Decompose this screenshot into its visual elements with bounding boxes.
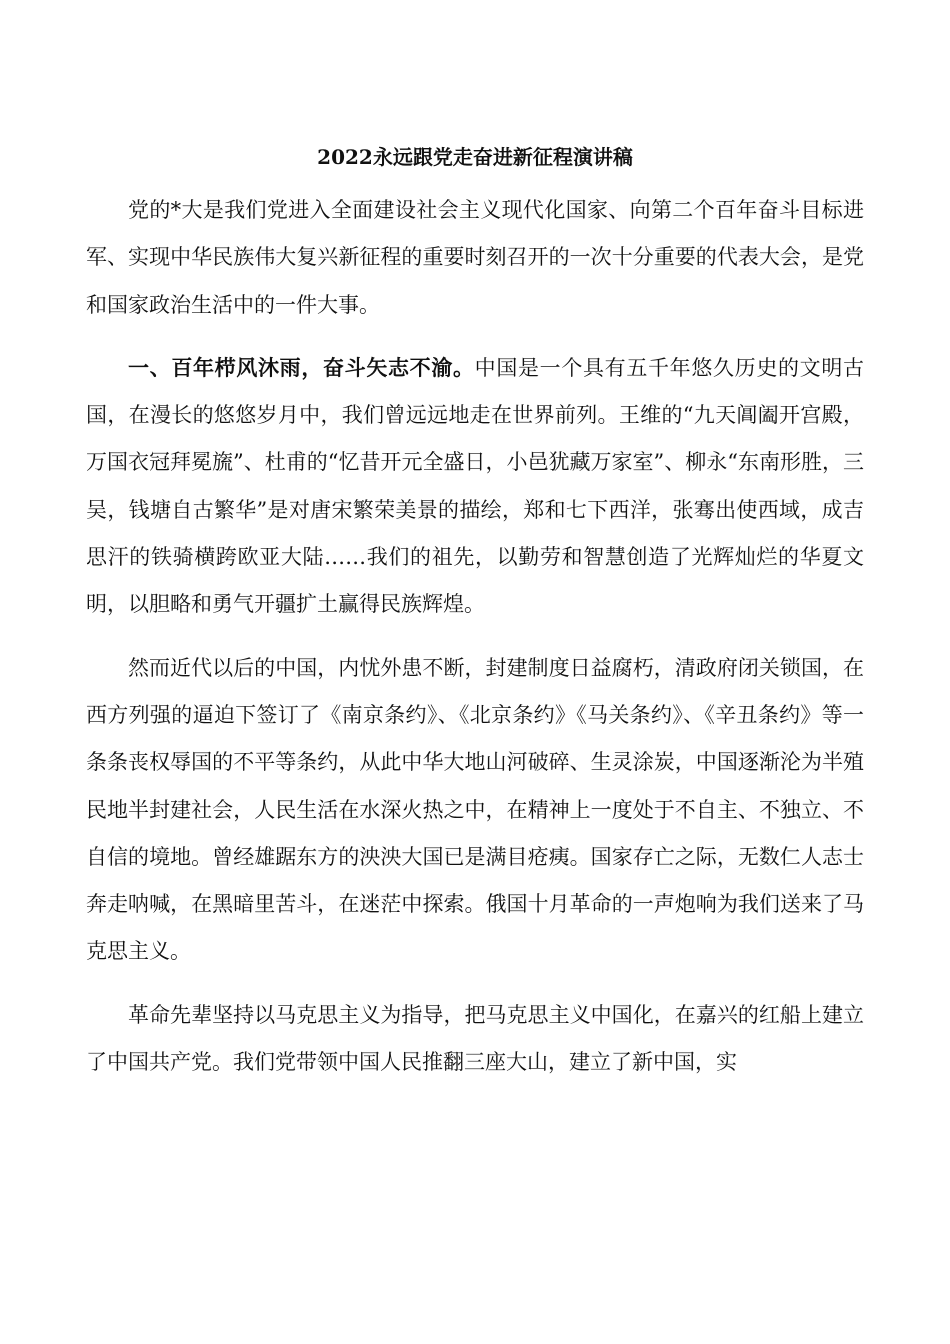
paragraph-revolution bbox=[86, 991, 864, 1087]
document-body bbox=[86, 186, 864, 1101]
paragraph-intro bbox=[86, 186, 864, 329]
paragraph-text: 然而近代以后的中国，内忧外患不断，封建制度日益腐朽，清政府闭关锁国，在西方列强的逼迫下签订了《南京条约》、《北京条约》《马关条约》、《辛丑条约》等一条条丧权辱国的不平等条约，从此中华大地山河破碎、生灵涂炭，中国逐渐沦为半殖民地半封建社会，人民生活在水深火热之中，在精神上一度处于不自主、不独立、不自信的境地。曾经雄踞东方的泱泱大国已是满目疮痍。国家存亡之际，无数仁人志士奔走呐喊，在黑暗里苦斗，在迷茫中探索。俄国十月革命的一声炮响为我们送来了马克思主义。 bbox=[86, 655, 864, 964]
section-heading: 一、百年栉风沐雨，奋斗矢志不渝。 bbox=[128, 354, 475, 380]
paragraph-text: 中国是一个具有五千年悠久历史的文明古国，在漫长的悠悠岁月中，我们曾远远地走在世界前列。王维的“九天阊阖开宫殿，万国衣冠拜冕旒”、杜甫的“忆昔开元全盛日，小邑犹藏万家室”、柳永“东南形胜，三吴，钱塘自古繁华”是对唐宋繁荣美景的描绘，郑和七下西洋，张骞出使西域，成吉思汗的铁骑横跨欧亚大陆……我们的祖先，以勤劳和智慧创造了光辉灿烂的华夏文明，以胆略和勇气开疆扩土赢得民族辉煌。 bbox=[86, 355, 865, 617]
paragraph-text: 党的*大是我们党进入全面建设社会主义现代化国家、向第二个百年奋斗目标进军、实现中华民族伟大复兴新征程的重要时刻召开的一次十分重要的代表大会，是党和国家政治生活中的一件大事。 bbox=[86, 198, 864, 317]
paragraph-text: 革命先辈坚持以马克思主义为指导，把马克思主义中国化，在嘉兴的红船上建立了中国共产党。我们党带领中国人民推翻三座大山，建立了新中国，实 bbox=[86, 1002, 864, 1075]
document-title: 2022永远跟党走奋进新征程演讲稿 bbox=[317, 145, 633, 169]
paragraph-section-one bbox=[86, 344, 864, 629]
paragraph-modern-history bbox=[86, 644, 864, 976]
